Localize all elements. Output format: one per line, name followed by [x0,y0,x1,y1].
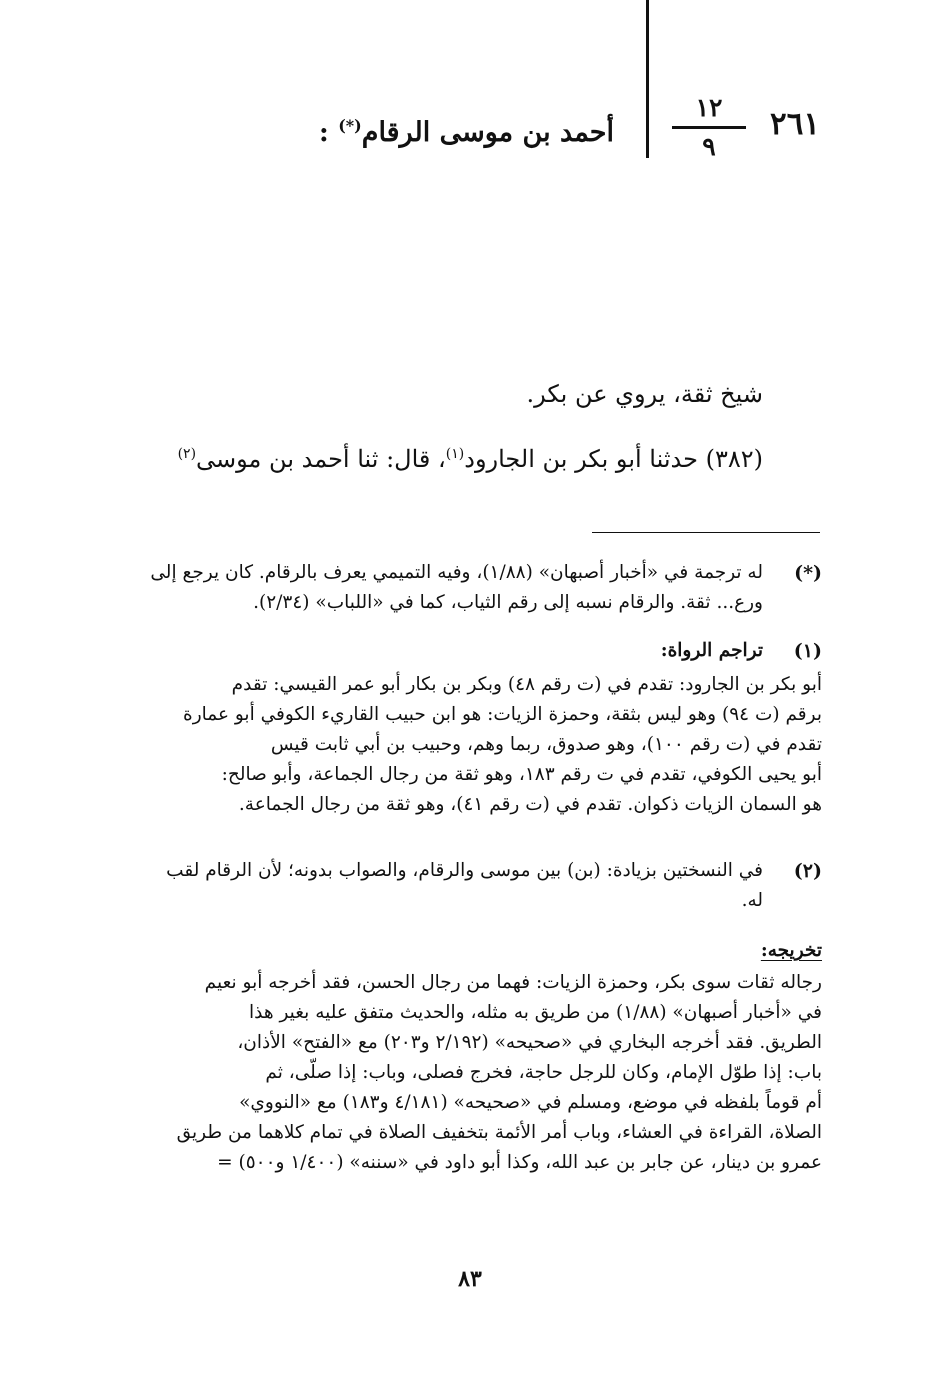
main-line-2 [113,436,763,477]
footnote-line: الطريق. فقد أخرجه البخاري في «صحيحه» (٢/١٩٢ و٢٠٣) مع «الفتح» الأذان، [237,1032,822,1053]
entry-title [294,106,614,153]
hadith-isnad-a: (٣٨٢) حدثنا أبو بكر بن الجارود [464,445,763,473]
takhrij-text [112,968,822,1178]
fraction-numerator: ١٢ [695,93,723,122]
footnote-line: باب: إذا طوّل الإمام، وكان للرجل حاجة، فخرج فصلى، وباب: إذا صلّى، ثم [265,1062,822,1083]
entry-number: ٢٦١ [770,106,820,142]
page-number: ٨٣ [458,1266,482,1292]
footnote-ref-2: (٢) [177,446,197,462]
header-vertical-divider [646,0,649,158]
footnote-line: في «أخبار أصبهان» (١/٨٨) من طريق به مثله، والحديث متفق عليه بغير هذا [248,1002,822,1023]
footnote-2-text [113,856,763,916]
takhrij-heading: تخريجه: [760,940,822,961]
footnote-line: في النسختين بزيادة: (بن) بين موسى والرقام، والصواب بدونه؛ لأن الرقام لقب [166,860,763,881]
footnote-line: أبو يحيى الكوفي، تقدم في ت رقم ١٨٣، وهو ثقة من رجال الجماعة، وأبو صالح: [221,764,822,785]
footnote-star-text [113,558,763,618]
fraction-bar [672,126,746,129]
footnote-line: ورع... ثقة. والرقام نسبه إلى رقم الثياب، كما في «اللباب» (٢/٣٤). [253,592,763,613]
entry-title-colon: : [318,117,329,148]
footnote-line: الصلاة، القراءة في العشاء، وباب أمر الأئمة بتخفيف الصلاة في تمام كلاهما من طريق [176,1122,822,1143]
footnote-line: له. [741,890,763,911]
takhrij-heading-row [112,936,822,966]
main-line-1: شيخ ثقة، يروي عن بكر. [526,380,763,408]
footnote-line: أم قوماً بلفظه في موضع، ومسلم في «صحيحه» (٤/١٨١ و١٨٣) مع «النووي» [239,1092,822,1113]
footnote-ref-1: (١) [445,446,465,462]
footnote-line: برقم (ت ٩٤) وهو ليس بثقة، وحمزة الزيات: هو ابن حبيب القاريء الكوفي أبو عمارة [183,704,822,725]
footnote-line: تقدم في (ت رقم ١٠٠)، وهو صدوق، ربما وهم، وحبيب بن أبي ثابت قيس [270,734,822,755]
footnote-1-text [112,670,822,820]
footnote-2-marker: (٢) [793,860,822,882]
entry-fraction [672,92,746,162]
footnote-line: عمرو بن دينار، عن جابر بن عبد الله، وكذا أبو داود في «سننه» (١/٤٠٠ و٥٠٠) = [217,1152,822,1173]
footnote-line: أبو بكر بن الجارود: تقدم في (ت رقم ٤٨) وبكر بن بكار أبو عمر القيسي: تقدم [231,674,822,695]
footnote-line: له ترجمة في «أخبار أصبهان» (١/٨٨)، وفيه التميمي يعرف بالرقام. كان يرجع إلى [150,562,763,583]
narrators-heading: تراجم الرواة: [660,640,763,661]
hadith-isnad-b: ، قال: ثنا أحمد بن موسى [196,445,446,473]
fraction-denominator: ٩ [702,132,716,161]
entry-title-text: أحمد بن موسى الرقام [361,117,614,148]
footnote-1-marker: (١) [793,640,822,662]
footnote-line: رجاله ثقات سوى بكر، وحمزة الزيات: فهما من رجال الحسن، فقد أخرجه أبو نعيم [204,972,822,993]
entry-title-mark: (*) [338,116,362,135]
footnote-line: هو السمان الزيات ذكوان. تقدم في (ت رقم ٤١)، وهو ثقة من رجال الجماعة. [238,794,822,815]
footnote-1-heading [113,636,763,666]
footnote-star-marker: (*) [794,562,822,584]
footnote-separator [592,532,820,533]
